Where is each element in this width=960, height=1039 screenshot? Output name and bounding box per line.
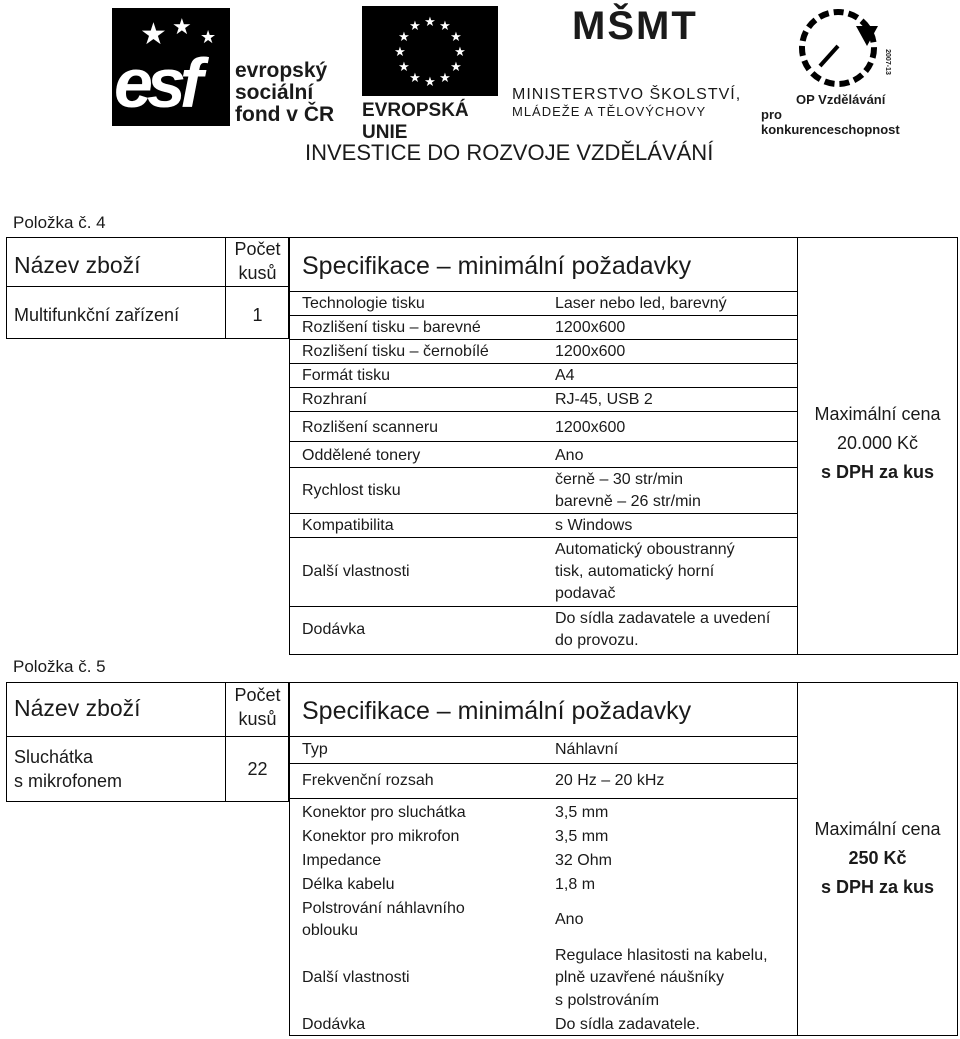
spec-key: Dodávka <box>302 621 366 638</box>
max-price <box>797 400 958 487</box>
spec-key: Rozlišení tisku – černobílé <box>302 343 489 360</box>
spec-key: Rozlišení tisku – barevné <box>302 319 481 336</box>
price-label: Maximální cena <box>814 404 941 424</box>
svg-text:★: ★ <box>398 30 410 45</box>
spec-key: Impedance <box>302 852 382 869</box>
spec-key: Frekvenční rozsah <box>302 772 434 789</box>
svg-text:★: ★ <box>439 19 451 34</box>
esf-star-icon: ★ <box>200 27 217 47</box>
price-unit: s DPH za kus <box>820 462 935 482</box>
price-unit: s DPH za kus <box>820 877 935 897</box>
eu-flag <box>362 6 498 96</box>
esf-line-3: fond v ČR <box>235 103 335 126</box>
product-count: 1 <box>252 305 263 325</box>
spec-value: podavač <box>555 585 616 602</box>
max-price <box>797 815 958 902</box>
spec-value: s Windows <box>555 517 633 534</box>
price-value: 20.000 Kč <box>836 433 919 453</box>
msmt-monogram: MŠMT <box>572 4 698 48</box>
item-label: Položka č. 4 <box>13 213 106 232</box>
esf-logo <box>112 8 357 126</box>
svg-text:★: ★ <box>450 30 462 45</box>
spec-value: do provozu. <box>555 632 639 649</box>
spec-key: Délka kabelu <box>302 876 395 893</box>
eu-label: EVROPSKÁ UNIE <box>362 100 469 143</box>
spec-header: Specifikace – minimální požadavky <box>302 697 692 725</box>
spec-key: Konektor pro sluchátka <box>302 804 466 821</box>
eu-stars-icon <box>362 6 498 96</box>
spec-value: Laser nebo led, barevný <box>555 295 727 312</box>
spec-value: 3,5 mm <box>555 804 609 821</box>
spec-key: Dodávka <box>302 1016 366 1033</box>
eu-logo <box>362 6 500 143</box>
op-emblem-icon <box>790 6 886 90</box>
spec-key: Technologie tisku <box>302 295 425 312</box>
spec-value: 1,8 m <box>555 876 596 893</box>
spec-key: Rozhraní <box>302 391 367 408</box>
spec-key: Další vlastnosti <box>302 969 410 986</box>
spec-header: Specifikace – minimální požadavky <box>302 252 692 280</box>
spec-value: 1200x600 <box>555 343 626 360</box>
msmt-logo <box>512 4 752 122</box>
esf-star-icon: ★ <box>140 18 167 51</box>
name-header: Název zboží <box>14 252 141 278</box>
svg-text:★: ★ <box>439 71 451 86</box>
price-label: Maximální cena <box>814 819 941 839</box>
esf-line-1: evropský <box>235 59 328 82</box>
spec-key: Polstrování náhlavního <box>302 900 465 917</box>
spec-value: s polstrováním <box>555 992 660 1009</box>
op-year: 2007-13 <box>883 49 891 75</box>
svg-text:★: ★ <box>398 60 410 75</box>
spec-value: Do sídla zadavatele a uvedení <box>555 610 771 627</box>
product-name-line-2: s mikrofonem <box>14 771 123 791</box>
spec-value: Ano <box>555 447 584 464</box>
count-header-1: Počet <box>234 685 281 705</box>
svg-text:★: ★ <box>409 71 421 86</box>
msmt-line-2: MLÁDEŽE A TĚLOVÝCHOVY <box>512 104 707 119</box>
price-value: 250 Kč <box>848 848 907 868</box>
spec-value: 3,5 mm <box>555 828 609 845</box>
op-logo <box>760 6 920 137</box>
spec-key: Rozlišení scanneru <box>302 419 439 436</box>
esf-line-2: sociální <box>235 81 314 104</box>
spec-key: Konektor pro mikrofon <box>302 828 460 845</box>
spec-value: Do sídla zadavatele. <box>555 1016 700 1033</box>
spec-value: Automatický oboustranný <box>555 541 735 558</box>
item-label: Položka č. 5 <box>13 657 106 676</box>
op-line-2: pro konkurenceschopnost <box>761 107 900 137</box>
spec-value: 32 Ohm <box>555 852 612 869</box>
svg-text:★: ★ <box>424 15 436 30</box>
product-name-line-1: Sluchátka <box>14 747 94 767</box>
count-header-1: Počet <box>234 239 281 259</box>
spec-key: Typ <box>302 741 328 758</box>
count-header-2: kusů <box>238 709 277 729</box>
spec-key: oblouku <box>302 922 359 939</box>
spec-value: RJ-45, USB 2 <box>555 391 653 408</box>
esf-star-icon: ★ <box>172 14 192 39</box>
spec-value: Ano <box>555 911 584 928</box>
name-header: Název zboží <box>14 695 141 721</box>
spec-value: 20 Hz – 20 kHz <box>555 772 665 789</box>
esf-mark-text: esf <box>114 44 198 122</box>
svg-text:★: ★ <box>394 45 406 60</box>
product-count: 22 <box>247 759 268 779</box>
spec-value: A4 <box>555 367 575 384</box>
msmt-line-1: MINISTERSTVO ŠKOLSTVÍ, <box>512 86 742 103</box>
spec-value: černě – 30 str/min <box>555 471 684 488</box>
spec-value: Náhlavní <box>555 741 619 758</box>
spec-key: Oddělené tonery <box>302 447 421 464</box>
op-line-1: OP Vzdělávání <box>796 92 886 107</box>
svg-text:★: ★ <box>424 75 436 90</box>
spec-value: 1200x600 <box>555 319 626 336</box>
product-name: Multifunkční zařízení <box>14 305 180 325</box>
svg-text:★: ★ <box>409 19 421 34</box>
spec-key: Formát tisku <box>302 367 391 384</box>
svg-text:★: ★ <box>454 45 466 60</box>
spec-value: Regulace hlasitosti na kabelu, <box>555 947 768 964</box>
svg-text:★: ★ <box>450 60 462 75</box>
spec-value: barevně – 26 str/min <box>555 493 701 510</box>
spec-key: Rychlost tisku <box>302 482 401 499</box>
spec-key: Další vlastnosti <box>302 563 410 580</box>
spec-value: plně uzavřené náušníky <box>555 969 724 986</box>
tagline: INVESTICE DO ROZVOJE VZDĚLÁVÁNÍ <box>305 140 714 165</box>
spec-key: Kompatibilita <box>302 517 394 534</box>
count-header-2: kusů <box>238 263 277 283</box>
spec-value: 1200x600 <box>555 419 626 436</box>
spec-value: tisk, automatický horní <box>555 563 715 580</box>
